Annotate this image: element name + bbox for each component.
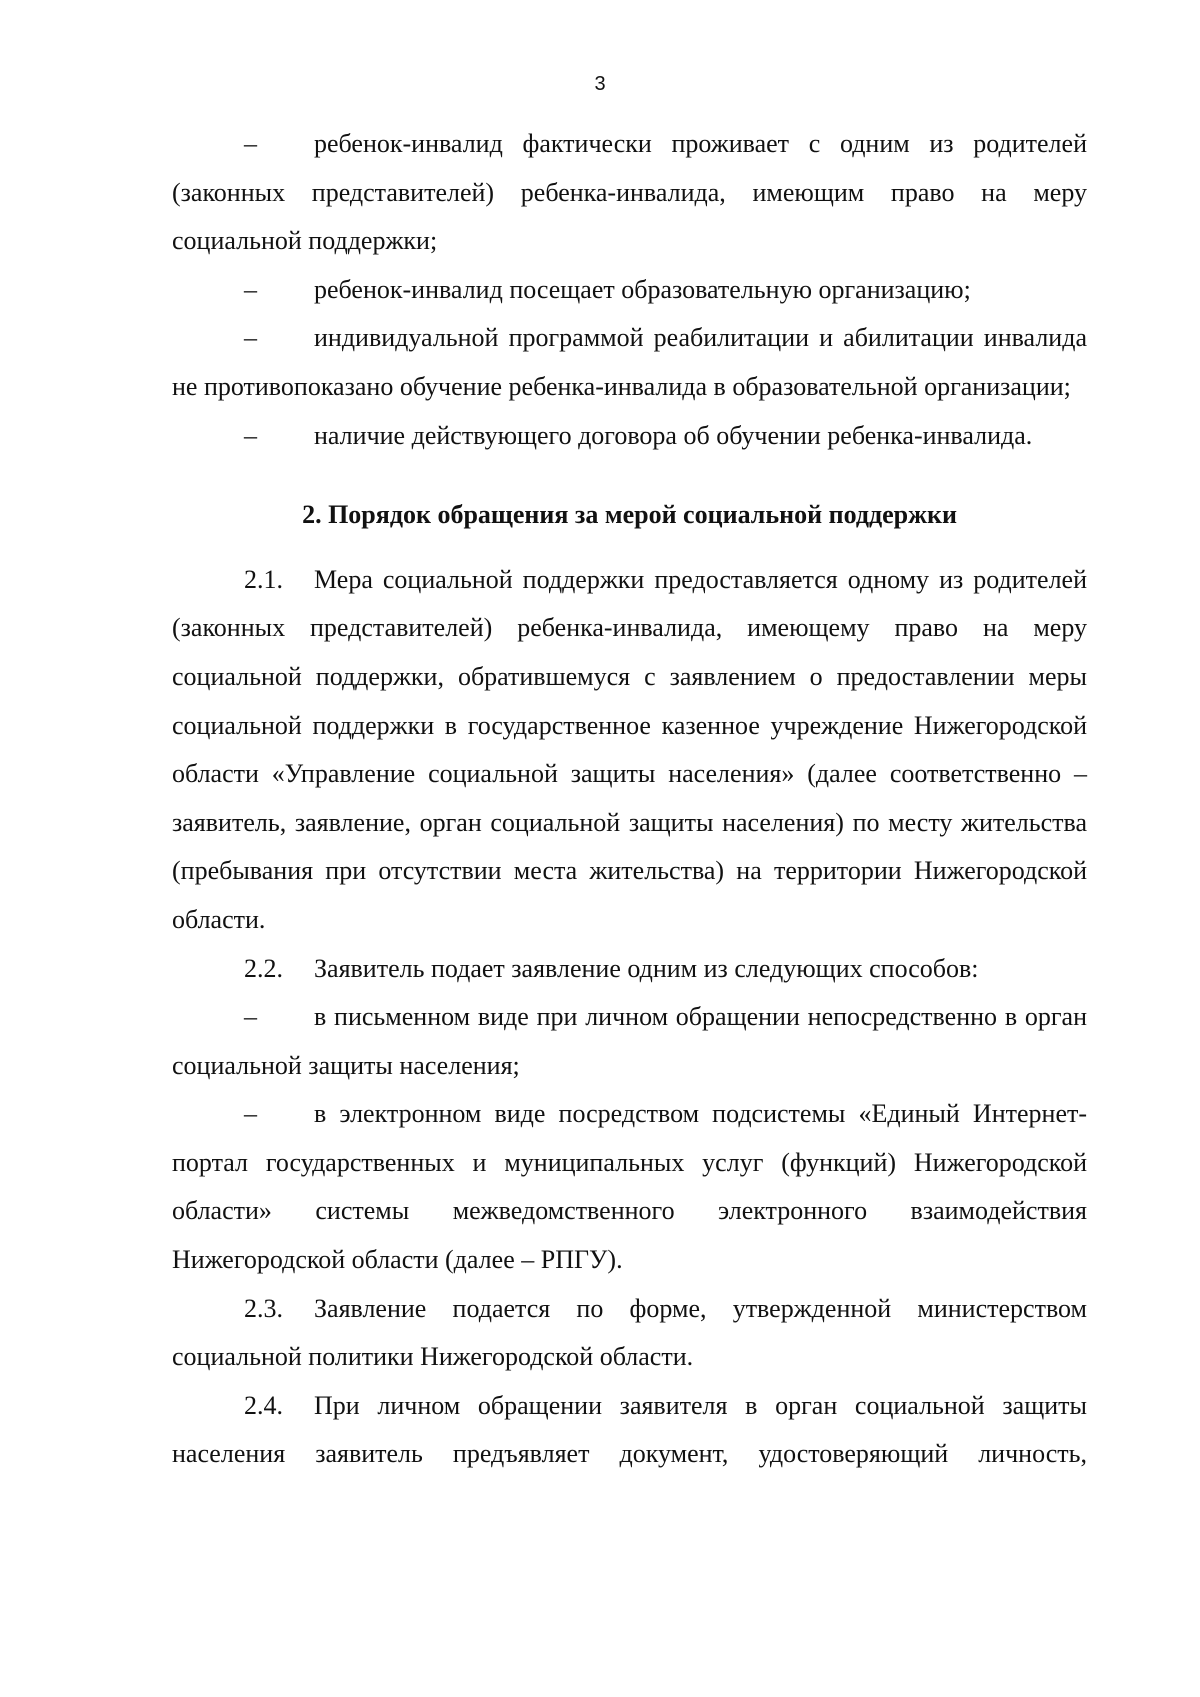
paragraph-text: Заявитель подает заявление одним из следующих способов: <box>314 953 979 983</box>
list-marker: – <box>244 1002 257 1032</box>
list-item <box>172 314 1087 411</box>
paragraph-text: Мера социальной поддержки предоставляется одному из родителей (законных представителей) ребенка-инвалида, имеющему право на меру социальной поддержки, обратившемуся с заявлением о предоставлении меры социальной поддержки в государственное казенное учреждение Нижегородской области «Управление социальной защиты населения» (далее соответственно – заявитель, заявление, орган социальной защиты населения) по месту жительства (пребывания при отсутствии места жительства) на территории Нижегородской области. <box>172 564 1087 934</box>
paragraph-number: 2.3. <box>244 1293 283 1323</box>
paragraph-2-4 <box>172 1382 1087 1479</box>
list-item-text: ребенок-инвалид посещает образовательную организацию; <box>314 274 971 304</box>
list-item-text: в письменном виде при личном обращении непосредственно в орган социальной защиты населения; <box>172 1002 1087 1080</box>
list-item-text: ребенок-инвалид фактически проживает с одним из родителей (законных представителей) ребенка-инвалида, имеющим право на меру социальной поддержки; <box>172 129 1087 256</box>
paragraph-number: 2.2. <box>244 953 283 983</box>
paragraph-2-2 <box>172 945 1087 994</box>
list-item <box>172 266 1087 315</box>
paragraph-text: Заявление подается по форме, утвержденной министерством социальной политики Нижегородской области. <box>172 1293 1087 1372</box>
list-item-text: наличие действующего договора об обучении ребенка-инвалида. <box>314 420 1033 450</box>
list-item <box>172 1090 1087 1284</box>
list-marker: – <box>244 420 257 450</box>
paragraph-number: 2.4. <box>244 1390 283 1420</box>
list-item <box>172 120 1087 266</box>
section-heading: 2. Порядок обращения за мерой социальной поддержки <box>302 500 957 530</box>
paragraph-2-1 <box>172 556 1087 945</box>
paragraph-text: При личном обращении заявителя в орган социальной защиты населения заявитель предъявляет документ, удостоверяющий личность, <box>172 1390 1087 1469</box>
list-item <box>172 993 1087 1090</box>
paragraph-number: 2.1. <box>244 564 283 594</box>
list-item-text: в электронном виде посредством подсистемы «Единый Интернет-портал государственных и муниципальных услуг (функций) Нижегородской области» системы межведомственного электронного взаимодействия Нижегородской области (далее – РПГУ). <box>172 1099 1087 1275</box>
list-item-text: индивидуальной программой реабилитации и абилитации инвалида не противопоказано обучение ребенка-инвалида в образовательной организации; <box>172 323 1087 401</box>
list-marker: – <box>244 274 257 304</box>
list-marker: – <box>244 1099 257 1129</box>
page-number: 3 <box>594 73 606 95</box>
list-marker: – <box>244 323 257 353</box>
paragraph-2-3 <box>172 1285 1087 1382</box>
list-marker: – <box>244 129 257 158</box>
document-body <box>172 120 1087 1479</box>
list-item <box>172 412 1087 461</box>
